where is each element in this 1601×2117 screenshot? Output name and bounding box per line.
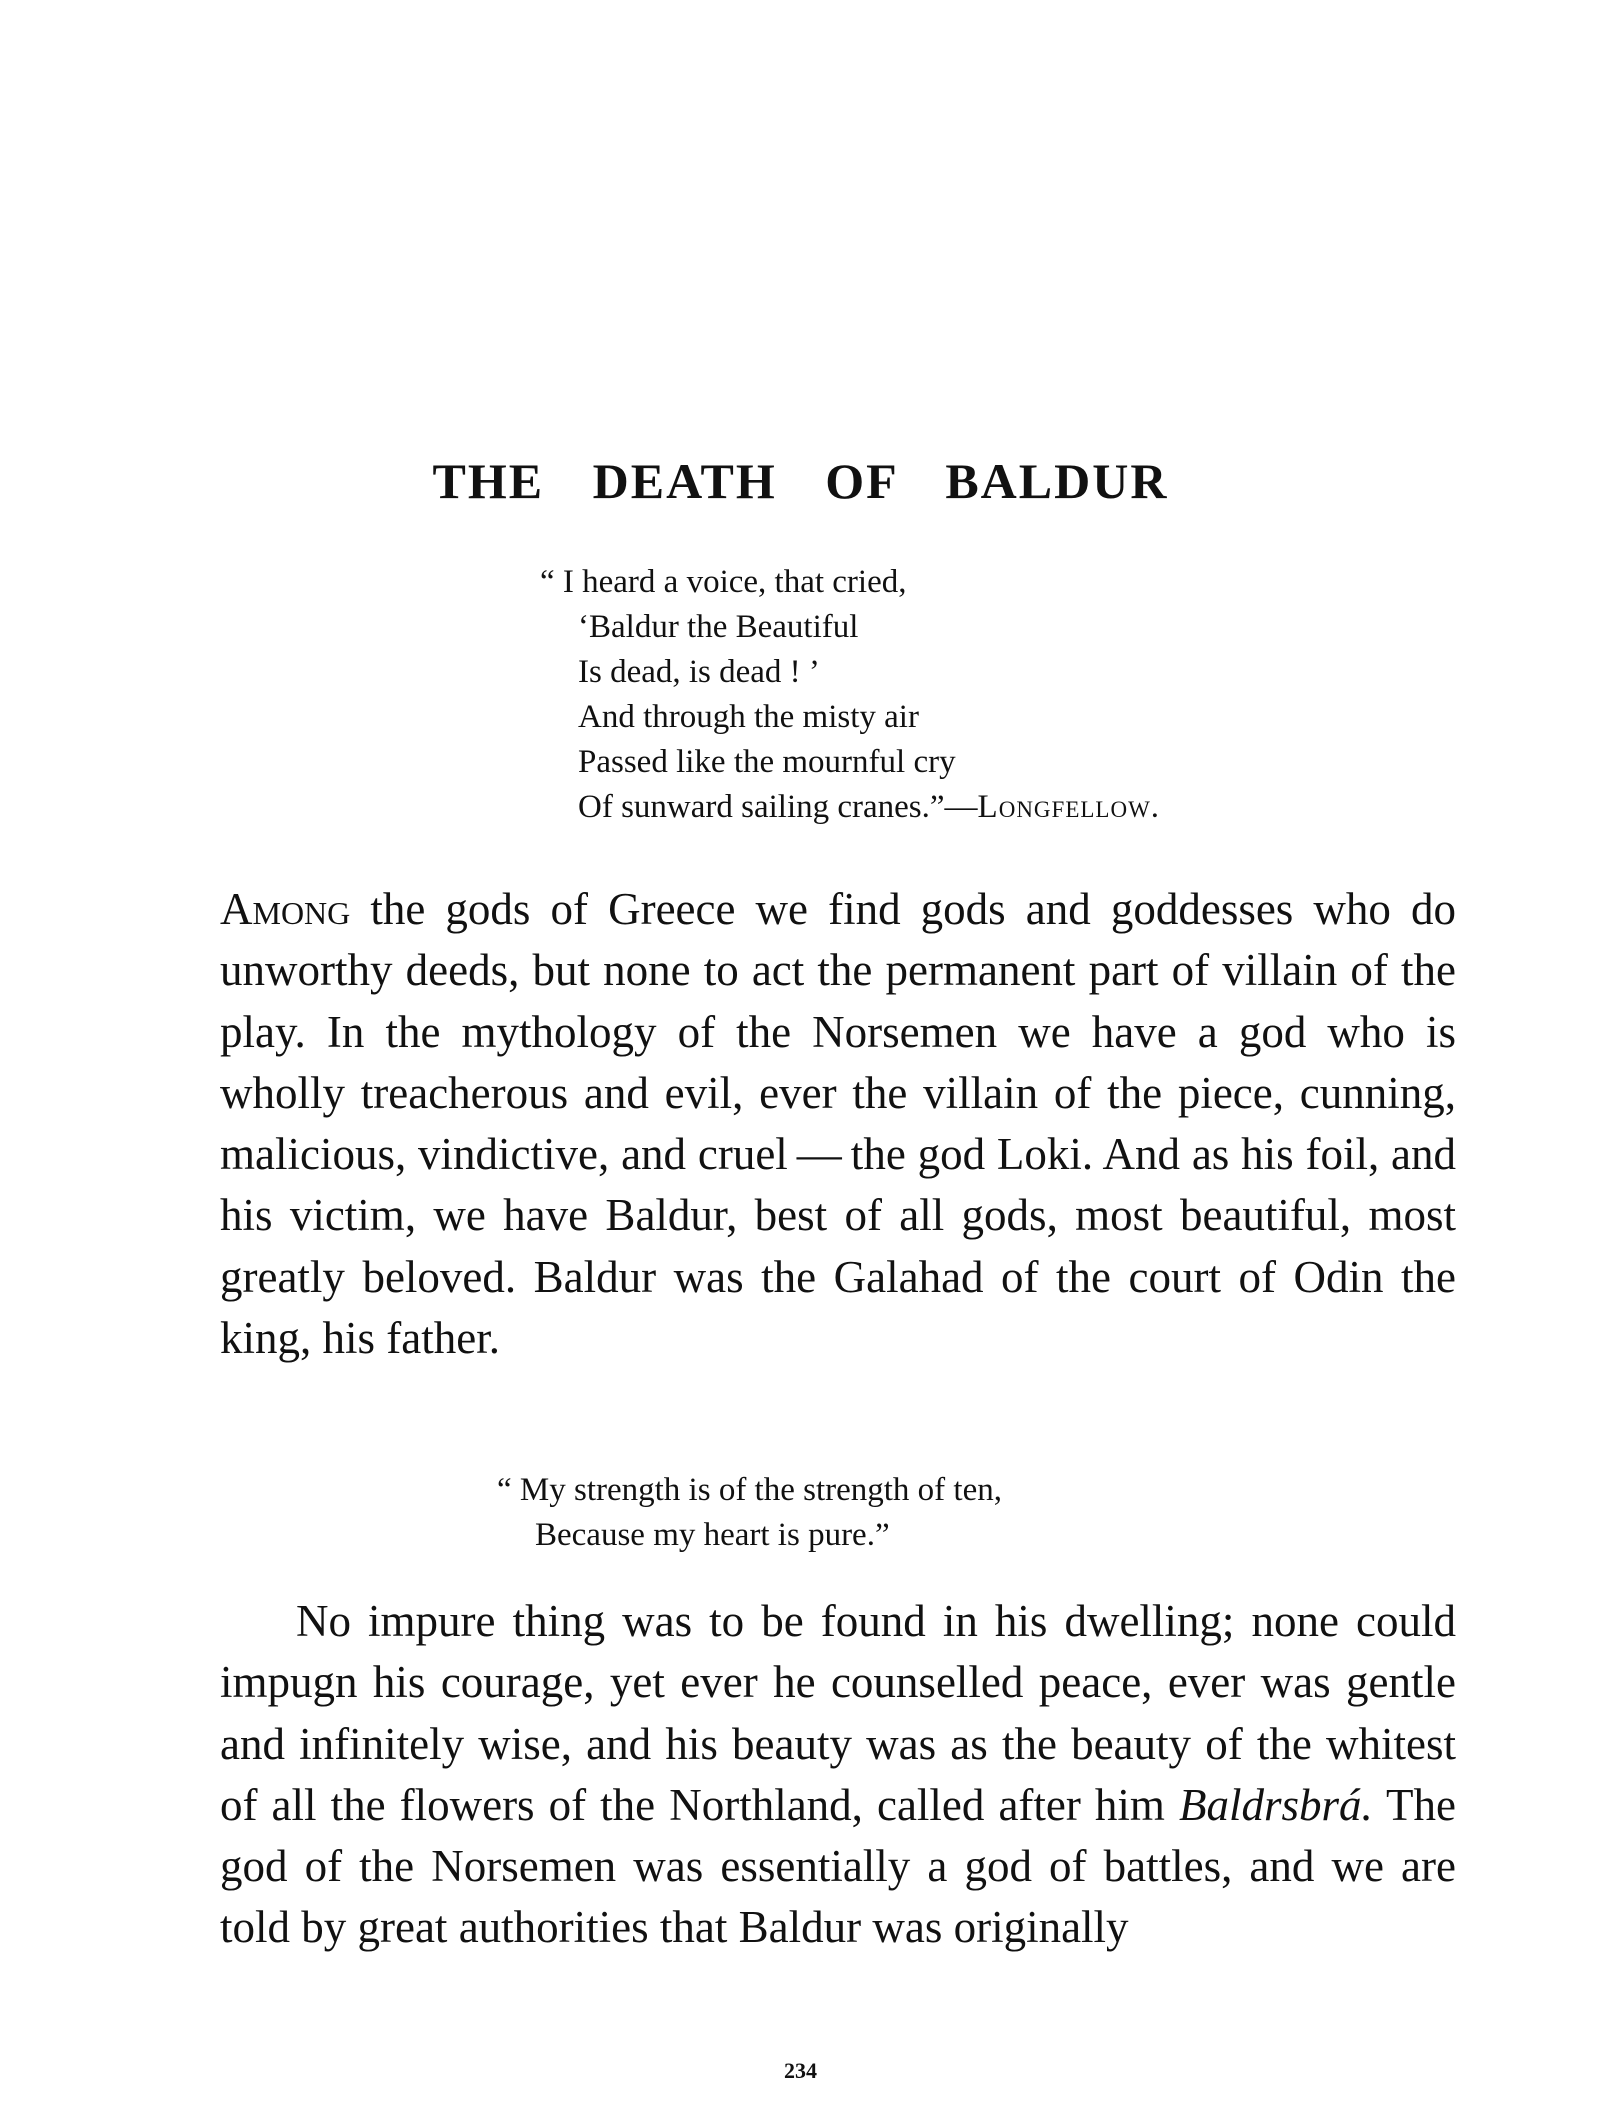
epigraph-line: And through the misty air <box>578 699 919 735</box>
chapter-title: THE DEATH OF BALDUR <box>432 453 1169 509</box>
paragraph-2-body: No impure thing was to be found in his dwelling; none could impugn his courage, yet ever he counselled peace, ever was gentle and infinitely wise, and his beauty was as the beauty of the whitest of all the flowers of the Northland, called after him <box>220 1596 1456 1830</box>
paragraph-2-text <box>220 1591 1456 1959</box>
quote-line: Because my heart is pure.” <box>535 1517 890 1553</box>
epigraph-attribution: Longfellow. <box>977 789 1161 825</box>
quote-tennyson <box>497 1468 1002 1558</box>
quote-line: “ My strength is of the strength of ten, <box>497 1472 1002 1508</box>
epigraph-line: Passed like the mournful cry <box>578 744 956 780</box>
epigraph-line: Of sunward sailing cranes.”— <box>578 789 978 825</box>
page-number: 234 <box>784 2058 817 2083</box>
paragraph-1-body: the gods of Greece we find gods and goddesses who do unworthy deeds, but none to act the permanent part of villain of the play. In the mythology of the Norsemen we have a god who is wholly treacherous and evil, ever the villain of the piece, cunning, malicious, vindictive, and cruel — the god Loki. And as his foil, and his victim, we have Baldur, best of all gods, most beautiful, most greatly beloved. Baldur was the Galahad of the court of Odin the king, his father. <box>220 884 1456 1364</box>
paragraph-2-continuation: The god of the Norsemen was essentially a god of battles, and we are told by great authorities that Baldur was originally <box>220 1779 1456 1953</box>
paragraph-1 <box>220 879 1456 1369</box>
epigraph-line: Is dead, is dead ! ’ <box>578 654 820 690</box>
paragraph-2 <box>220 1591 1456 1959</box>
paragraph-1-text <box>220 879 1456 1369</box>
paragraph-1-lead: Among <box>220 884 351 934</box>
epigraph <box>540 560 1160 830</box>
epigraph-line: ‘Baldur the Beautiful <box>578 609 859 645</box>
epigraph-line: “ I heard a voice, that cried, <box>540 564 907 600</box>
epigraph-last-line <box>540 785 1160 830</box>
baldrsbra-italic: Baldrsbrá. <box>1179 1779 1373 1830</box>
